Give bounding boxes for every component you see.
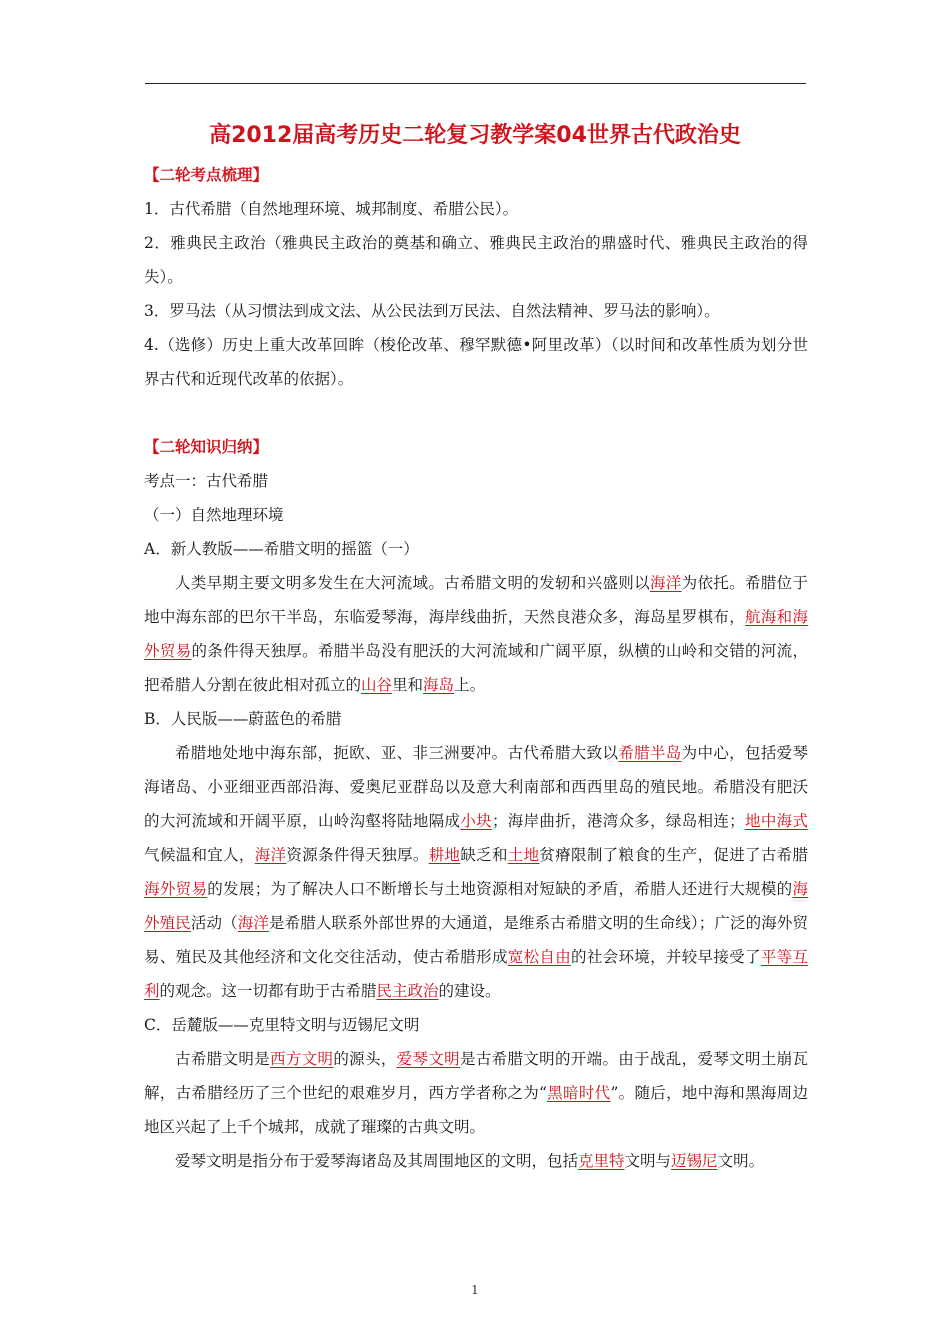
page-number: 1 — [471, 1283, 479, 1297]
keyword: 希腊半岛 — [618, 744, 682, 762]
keyword: 西方文明 — [270, 1050, 334, 1068]
header-rule — [145, 83, 806, 84]
keyword: 民主政治 — [376, 982, 439, 1000]
review-point-4: 4.（选修）历史上重大改革回眸（梭伦改革、穆罕默德•阿里改革）（以时间和改革性质为划分世界古代和近现代改革的依据）。 — [144, 336, 808, 388]
section-heading-review-points: 【二轮考点梳理】 — [144, 166, 269, 184]
keyword: 克里特 — [578, 1152, 625, 1170]
keyword: 航海和海外贸易 — [144, 608, 808, 660]
keyword: 宽松自由 — [507, 948, 572, 966]
review-point-3: 3．罗马法（从习惯法到成文法、从公民法到万民法、自然法精神、罗马法的影响）。 — [144, 302, 720, 320]
version-c-heading: C．岳麓版——克里特文明与迈锡尼文明 — [144, 1016, 420, 1034]
keyword: 平等互利 — [144, 948, 808, 1000]
keyword: 耕地 — [428, 846, 461, 864]
keyword: 黑暗时代 — [546, 1084, 611, 1102]
keyword: 小块 — [460, 812, 492, 830]
keyword: 海洋 — [649, 574, 682, 592]
keyword: 海洋 — [237, 914, 269, 932]
subtopic-heading: （一）自然地理环境 — [144, 506, 284, 524]
document-title: 高2012届高考历史二轮复习教学案04世界古代政治史 — [209, 123, 741, 148]
version-a-heading: A．新人教版——希腊文明的摇篮（一） — [144, 540, 419, 558]
keyword: 海外殖民 — [144, 880, 808, 932]
keyword: 迈锡尼 — [671, 1152, 718, 1170]
keyword: 山谷 — [361, 676, 393, 694]
keyword: 海外贸易 — [144, 880, 208, 898]
section-heading-knowledge-summary: 【二轮知识归纳】 — [144, 438, 269, 456]
keyword: 地中海式 — [744, 812, 808, 830]
version-a-paragraph: 人类早期主要文明多发生在大河流域。古希腊文明的发轫和兴盛则以海洋为依托。希腊位于地中海东部的巴尔干半岛，东临爱琴海，海岸线曲折，天然良港众多，海岛星罗棋布，航海和海外贸易的条件得天独厚。希腊半岛没有肥沃的大河流域和广阔平原，纵横的山岭和交错的河流，把希腊人分割在彼此相对孤立的山谷里和海岛上。 — [144, 574, 808, 694]
version-b-heading: B．人民版——蔚蓝色的希腊 — [144, 710, 342, 728]
version-b-paragraph: 希腊地处地中海东部，扼欧、亚、非三洲要冲。古代希腊大致以希腊半岛为中心，包括爱琴海诸岛、小亚细亚西部沿海、爱奥尼亚群岛以及意大利南部和西西里岛的殖民地。希腊没有肥沃的大河流域和开阔平原，山岭沟壑将陆地隔成小块；海岸曲折，港湾众多，绿岛相连；地中海式气候温和宜人，海洋资源条件得天独厚。耕地缺乏和土地贫瘠限制了粮食的生产，促进了古希腊海外贸易的发展；为了解决人口不断增长与土地资源相对短缺的矛盾，希腊人还进行大规模的海外殖民活动（海洋是希腊人联系外部世界的大通道，是维系古希腊文明的生命线）；广泛的海外贸易、殖民及其他经济和文化交往活动，使古希腊形成宽松自由的社会环境，并较早接受了平等互利的观念。这一切都有助于古希腊民主政治的建设。 — [144, 744, 808, 1000]
topic-heading: 考点一：古代希腊 — [144, 472, 269, 490]
keyword: 海岛 — [423, 676, 455, 694]
review-point-2: 2．雅典民主政治（雅典民主政治的奠基和确立、雅典民主政治的鼎盛时代、雅典民主政治的得失）。 — [144, 234, 808, 286]
keyword: 爱琴文明 — [396, 1050, 460, 1068]
keyword: 土地 — [507, 846, 540, 864]
spacer — [144, 396, 808, 430]
version-c-paragraph-2: 爱琴文明是指分布于爱琴海诸岛及其周围地区的文明，包括克里特文明与迈锡尼文明。 — [175, 1152, 765, 1170]
keyword: 海洋 — [254, 846, 287, 864]
document-body — [144, 158, 808, 1178]
review-point-1: 1．古代希腊（自然地理环境、城邦制度、希腊公民）。 — [144, 200, 519, 218]
version-c-paragraph-1: 古希腊文明是西方文明的源头，爱琴文明是古希腊文明的开端。由于战乱，爱琴文明土崩瓦解，古希腊经历了三个世纪的艰难岁月，西方学者称之为“黑暗时代”。随后，地中海和黑海周边地区兴起了上千个城邦，成就了璀璨的古典文明。 — [144, 1050, 808, 1136]
